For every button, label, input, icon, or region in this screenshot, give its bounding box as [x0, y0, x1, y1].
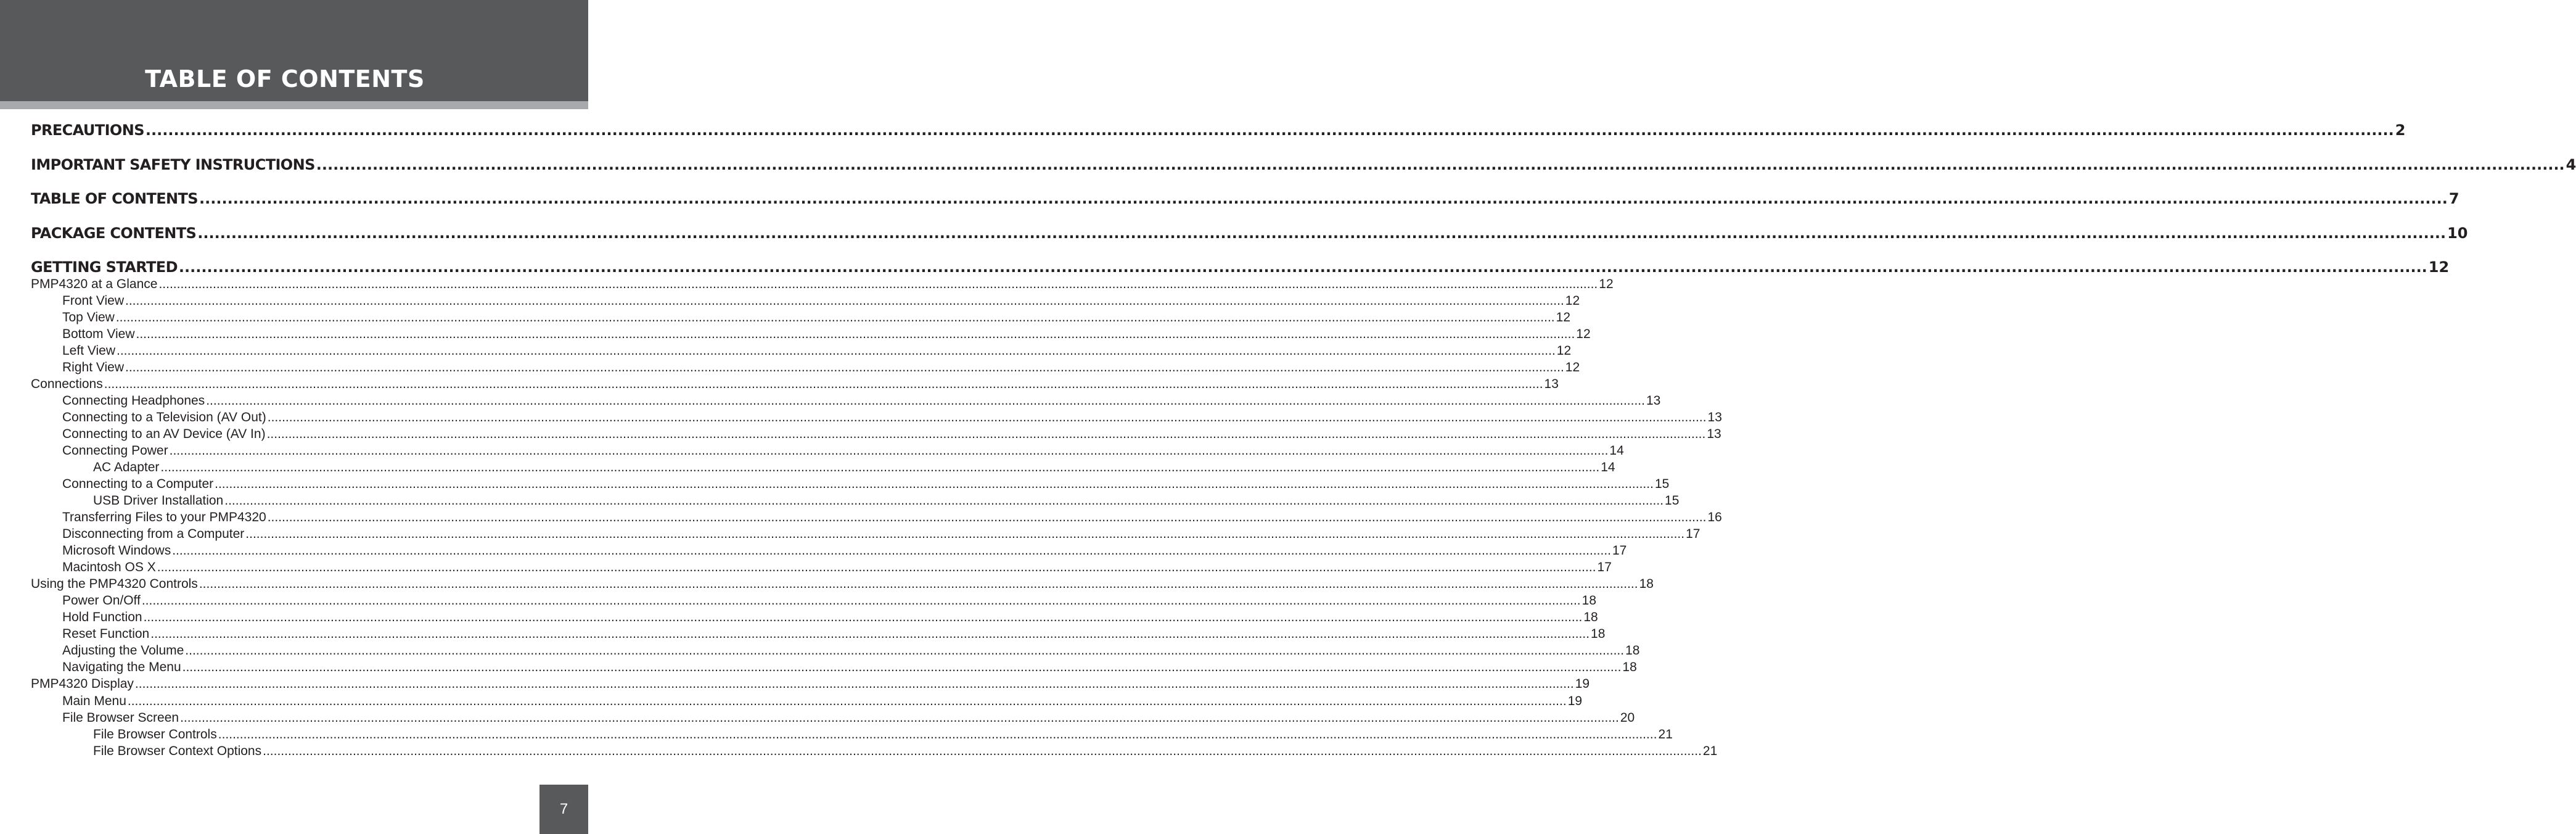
- toc-entry-page: 20: [1620, 710, 1635, 725]
- toc-entry: [62, 559, 1612, 576]
- toc-entry-page: 15: [1665, 493, 1680, 508]
- toc-heading: [31, 154, 2576, 175]
- toc-entry-page: 7: [2448, 190, 2459, 207]
- toc-entry-label: Main Menu: [62, 693, 126, 708]
- dot-leader: ................................................................................................................................................................................................................................................................................................................................................................................................................: [180, 710, 1619, 725]
- toc-entry-label: Reset Function: [62, 627, 150, 642]
- dot-leader: ................................................................................................................................................................................................................................................................................................................................................................................................................: [185, 643, 1625, 658]
- toc-entry-page: 18: [1625, 643, 1640, 658]
- toc-entry-label: Connections: [31, 377, 103, 392]
- toc-entry: [62, 410, 1722, 426]
- header-band: [0, 0, 588, 101]
- toc-entry: [93, 727, 1673, 743]
- toc-entry-page: 21: [1658, 727, 1673, 741]
- dot-leader: ................................................................................................................................................................................................................................................................................................................................................................................................................: [115, 310, 1555, 325]
- toc-entry: [62, 343, 1572, 359]
- toc-heading: [31, 188, 2459, 209]
- toc-heading: [31, 120, 2406, 141]
- toc-entry: [62, 659, 1637, 675]
- toc-entry-label: Connecting to an AV Device (AV In): [62, 427, 266, 442]
- toc-entry: [62, 710, 1635, 726]
- toc-entry: [62, 543, 1627, 559]
- dot-leader: ................................................................................................................................................................................................................................................................................................................................................................................................................: [178, 258, 2427, 276]
- page-number-badge: [539, 785, 588, 834]
- toc-entry-label: Top View: [62, 310, 115, 325]
- toc-entry-page: 13: [1707, 427, 1721, 442]
- toc-entry-label: USB Driver Installation: [93, 493, 224, 508]
- dot-leader: ................................................................................................................................................................................................................................................................................................................................................................................................................: [199, 577, 1638, 592]
- toc-entry: [62, 426, 1721, 442]
- toc-entry-page: 13: [1707, 410, 1722, 425]
- dot-leader: ................................................................................................................................................................................................................................................................................................................................................................................................................: [316, 156, 2565, 173]
- dot-leader: ................................................................................................................................................................................................................................................................................................................................................................................................................: [136, 327, 1575, 342]
- toc-entry-page: 12: [2428, 258, 2450, 276]
- dot-leader: ................................................................................................................................................................................................................................................................................................................................................................................................................: [127, 693, 1567, 708]
- toc-entry: [62, 360, 1580, 376]
- dot-leader: ................................................................................................................................................................................................................................................................................................................................................................................................................: [245, 527, 1685, 542]
- toc-entry-label: Connecting Headphones: [62, 394, 205, 408]
- toc-entry-page: 18: [1583, 610, 1598, 625]
- dot-leader: ................................................................................................................................................................................................................................................................................................................................................................................................................: [125, 294, 1564, 308]
- dot-leader: ................................................................................................................................................................................................................................................................................................................................................................................................................: [160, 460, 1600, 475]
- toc-entry-label: GETTING STARTED: [31, 258, 178, 276]
- toc-entry-page: 4: [2566, 156, 2576, 173]
- toc-heading: [31, 257, 2450, 278]
- toc-entry-page: 14: [1601, 460, 1615, 475]
- toc-entry-page: 12: [1556, 344, 1572, 358]
- toc-entry-page: 12: [1556, 310, 1570, 325]
- toc-entry-page: 19: [1567, 693, 1583, 708]
- toc-entry: [93, 493, 1680, 509]
- toc-entry-label: File Browser Context Options: [93, 743, 262, 758]
- toc-entry-label: Hold Function: [62, 610, 142, 625]
- toc-entry-label: Right View: [62, 360, 124, 375]
- dot-leader: ................................................................................................................................................................................................................................................................................................................................................................................................................: [266, 427, 1706, 442]
- dot-leader: ................................................................................................................................................................................................................................................................................................................................................................................................................: [157, 560, 1596, 575]
- dot-leader: ................................................................................................................................................................................................................................................................................................................................................................................................................: [104, 377, 1543, 392]
- dot-leader: ................................................................................................................................................................................................................................................................................................................................................................................................................: [150, 627, 1590, 642]
- toc-entry-label: Navigating the Menu: [62, 660, 181, 675]
- toc-entry-page: 13: [1544, 377, 1559, 392]
- toc-entry-label: Connecting to a Television (AV Out): [62, 410, 266, 425]
- toc-entry-page: 18: [1591, 627, 1606, 642]
- dot-leader: ................................................................................................................................................................................................................................................................................................................................................................................................................: [143, 610, 1583, 625]
- toc-entry-page: 12: [1565, 360, 1580, 375]
- dot-leader: ................................................................................................................................................................................................................................................................................................................................................................................................................: [199, 190, 2448, 207]
- dot-leader: ................................................................................................................................................................................................................................................................................................................................................................................................................: [158, 277, 1598, 291]
- toc-entry: [62, 643, 1640, 659]
- toc-entry-label: PMP4320 at a Glance: [31, 277, 158, 291]
- dot-leader: ................................................................................................................................................................................................................................................................................................................................................................................................................: [172, 543, 1611, 558]
- dot-leader: ................................................................................................................................................................................................................................................................................................................................................................................................................: [141, 593, 1581, 608]
- toc-entry-label: TABLE OF CONTENTS: [31, 190, 198, 207]
- dot-leader: ................................................................................................................................................................................................................................................................................................................................................................................................................: [215, 477, 1654, 492]
- toc-entry: [31, 676, 1590, 692]
- dot-leader: ................................................................................................................................................................................................................................................................................................................................................................................................................: [267, 410, 1707, 425]
- toc-entry: [62, 526, 1700, 542]
- dot-leader: ................................................................................................................................................................................................................................................................................................................................................................................................................: [125, 360, 1564, 375]
- dot-leader: ................................................................................................................................................................................................................................................................................................................................................................................................................: [117, 344, 1556, 358]
- toc-entry-label: Macintosh OS X: [62, 560, 156, 575]
- toc-entry-label: Connecting to a Computer: [62, 477, 214, 492]
- dot-leader: ................................................................................................................................................................................................................................................................................................................................................................................................................: [224, 493, 1664, 508]
- dot-leader: ................................................................................................................................................................................................................................................................................................................................................................................................................: [267, 510, 1707, 525]
- toc-entry-page: 13: [1646, 394, 1661, 408]
- toc-entry: [62, 593, 1596, 609]
- toc-entry-label: PRECAUTIONS: [31, 122, 144, 139]
- toc-entry: [62, 326, 1591, 342]
- toc-entry-page: 15: [1654, 477, 1670, 492]
- dot-leader: ................................................................................................................................................................................................................................................................................................................................................................................................................: [218, 727, 1657, 741]
- toc-entry-label: PACKAGE CONTENTS: [31, 225, 197, 242]
- toc-entry: [62, 310, 1570, 326]
- toc-entry-page: 2: [2395, 122, 2406, 139]
- toc-entry-page: 19: [1575, 677, 1590, 692]
- toc-entry-label: Left View: [62, 344, 115, 358]
- dot-leader: ................................................................................................................................................................................................................................................................................................................................................................................................................: [134, 677, 1574, 692]
- toc-entry-label: IMPORTANT SAFETY INSTRUCTIONS: [31, 156, 315, 173]
- toc-entry-label: Bottom View: [62, 327, 135, 342]
- toc-entry-page: 12: [1565, 294, 1580, 308]
- toc-entry-label: Adjusting the Volume: [62, 643, 184, 658]
- header-rule: [0, 101, 588, 109]
- toc-entry-label: Front View: [62, 294, 124, 308]
- toc-entry: [62, 293, 1580, 309]
- toc-entry: [93, 743, 1718, 759]
- dot-leader: ................................................................................................................................................................................................................................................................................................................................................................................................................: [263, 743, 1702, 758]
- toc-entry-page: 18: [1581, 593, 1596, 608]
- toc-entry-label: Power On/Off: [62, 593, 141, 608]
- toc-entry-page: 16: [1707, 510, 1722, 525]
- page-title: TABLE OF CONTENTS: [145, 65, 425, 93]
- toc-entry: [62, 476, 1670, 492]
- dot-leader: ................................................................................................................................................................................................................................................................................................................................................................................................................: [182, 660, 1622, 675]
- toc-entry: [31, 376, 1559, 392]
- toc-entry-label: Connecting Power: [62, 444, 168, 458]
- toc-entry-label: Transferring Files to your PMP4320: [62, 510, 266, 525]
- dot-leader: ................................................................................................................................................................................................................................................................................................................................................................................................................: [206, 394, 1645, 408]
- toc-entry: [62, 443, 1624, 459]
- toc-entry-label: Using the PMP4320 Controls: [31, 577, 198, 592]
- toc-heading: [31, 223, 2468, 244]
- toc-entry-label: File Browser Controls: [93, 727, 217, 741]
- toc-entry: [93, 460, 1615, 476]
- toc-entry-page: 12: [1576, 327, 1591, 342]
- toc-entry: [31, 276, 1614, 292]
- toc-entry-page: 12: [1599, 277, 1614, 291]
- toc-entry-label: File Browser Screen: [62, 710, 179, 725]
- toc-entry: [62, 609, 1598, 626]
- toc-entry-page: 14: [1609, 444, 1624, 458]
- toc-entry: [62, 626, 1606, 642]
- toc-entry: [31, 576, 1654, 592]
- toc-entry-page: 17: [1597, 560, 1612, 575]
- toc-entry-label: Microsoft Windows: [62, 543, 171, 558]
- toc-entry-label: PMP4320 Display: [31, 677, 134, 692]
- toc-entry-label: Disconnecting from a Computer: [62, 527, 245, 542]
- toc-entry-page: 21: [1702, 743, 1718, 758]
- toc-entry-page: 17: [1686, 527, 1700, 542]
- dot-leader: ................................................................................................................................................................................................................................................................................................................................................................................................................: [197, 225, 2447, 242]
- dot-leader: ................................................................................................................................................................................................................................................................................................................................................................................................................: [169, 444, 1609, 458]
- toc-entry: [62, 393, 1661, 409]
- toc-entry-page: 18: [1639, 577, 1654, 592]
- toc-entry-page: 18: [1622, 660, 1637, 675]
- toc-entry-label: AC Adapter: [93, 460, 160, 475]
- toc-entry: [62, 510, 1722, 526]
- toc-entry: [62, 693, 1583, 709]
- toc-entry-page: 17: [1612, 543, 1627, 558]
- toc-entry-page: 10: [2447, 225, 2468, 242]
- page-number: 7: [559, 801, 568, 817]
- dot-leader: ................................................................................................................................................................................................................................................................................................................................................................................................................: [145, 122, 2394, 139]
